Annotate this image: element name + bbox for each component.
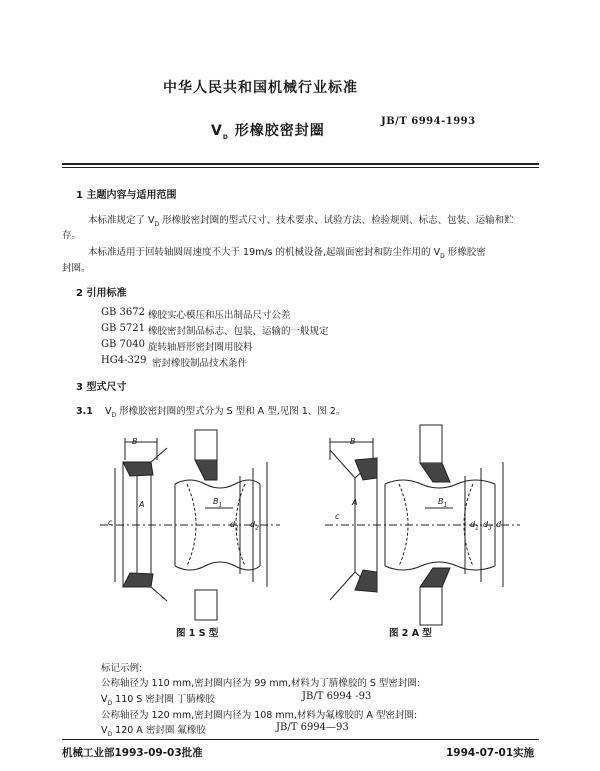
example-1-standard: JB/T 6994 -93 [302,691,372,702]
label-sub: 1 [235,524,239,532]
org-title: 中华人民共和国机械行业标准 [163,80,358,96]
fig1-label-A: A [139,500,145,509]
fig1-label-B1 [213,497,222,509]
footer-rule [62,739,539,740]
ref-title: 密封橡胶制品技术条件 [152,358,248,369]
section-3-heading: 3 型式尺寸 [76,382,127,393]
mark-text: V [101,694,108,705]
example-1-mark [101,691,215,707]
document-title [211,120,325,141]
mark-sub: D [107,730,113,738]
section-1-para-1 [88,212,514,228]
fig2-label-d: d [496,520,502,529]
fig2-label-B1 [438,497,447,509]
title-sub: D [222,133,229,141]
approval-date: 机械工业部1993-09-03批准 [62,747,203,759]
figure-2-drawing [325,420,525,635]
example-2-standard: JB/T 6994—93 [276,722,349,733]
fig2-label-d1 [470,520,479,532]
title-rest: 形橡胶密封圈 [234,123,325,139]
header-rule-thick [62,163,539,165]
fig1-label-d2 [250,520,259,532]
section-1-para-2 [88,244,486,260]
section-1-heading: 1 主题内容与适用范围 [76,190,177,201]
fig2-label-B: B [350,437,356,446]
fig2-label-A: A [352,498,358,507]
section-2-heading: 2 引用标准 [76,288,127,299]
clause-text: V [104,406,112,417]
header-rule-thin [62,167,539,168]
label-sub: 1 [218,501,223,509]
example-1-desc: 公称轴径为 110 mm,密封圈内径为 99 mm,材料为丁腈橡胶的 S 型密封圈: [101,678,421,689]
label-text: d [250,520,256,529]
mark-text: 110 S 密封圈 丁腈橡胶 [112,694,215,705]
standard-number: JB/T 6994-1993 [381,116,476,127]
label-text: B [213,497,219,506]
label-sub: 1 [475,524,479,532]
label-text: B [438,497,444,506]
clause-3-1 [76,403,345,419]
ref-code: HG4-329 [101,355,147,366]
mark-text: V [101,725,108,736]
label-sub: 2 [255,524,259,532]
ref-title: 橡胶密封制品标志、包装、运输的一般规定 [148,326,329,337]
fig1-label-B: B [132,437,138,446]
clause-sub: D [111,411,117,419]
para-text: 本标准适用于回转轴圆周速度不大于 19m/s 的机械设备,起端面密封和防尘作用的 V [88,247,441,258]
section-1-para-2-cont: 封圈。 [62,263,91,274]
clause-text: 形橡胶密封圈的型式分为 S 型和 A 型,见图 1、图 2。 [116,406,346,417]
fig2-label-d3 [483,520,492,532]
clause-number: 3.1 [76,406,93,417]
para-text: 形橡胶密封圈的型式尺寸、技术要求、试验方法、检验规则、标志、包装、运输和贮 [159,215,514,226]
para-text: 形橡胶密 [444,247,486,258]
mark-sub: D [107,699,113,707]
ref-code: GB 5721 [101,323,145,334]
fig2-label-c: c [335,512,340,521]
mark-text: 120 A 密封圈 氟橡胶 [112,725,206,736]
fig1-label-d1 [230,520,239,532]
section-1-para-1-cont: 存。 [62,230,82,241]
example-2-mark [101,722,206,738]
para-text: 本标准规定了 V [88,215,155,226]
label-sub: 1 [443,501,448,509]
para-sub: D [440,252,445,260]
label-text: d [483,520,489,529]
figure-1-caption: 图 1 S 型 [176,628,219,639]
label-text: d [470,520,476,529]
para-sub: D [154,220,160,228]
fig1-label-c: c [108,518,113,527]
examples-heading: 标记示例: [101,663,143,674]
example-2-desc: 公称轴径为 120 mm,密封圈内径为 108 mm,材料为氟橡胶的 A 型密封圈: [101,710,418,721]
ref-title: 橡胶实心模压和压出制品尺寸公差 [148,310,291,321]
title-v: V [211,123,223,139]
label-sub: 3 [488,524,492,532]
figure-2-caption: 图 2 A 型 [389,628,432,639]
ref-code: GB 7040 [101,339,145,350]
label-text: d [230,520,236,529]
ref-title: 旋转轴唇形密封圈用胶料 [148,342,253,353]
effective-date: 1994-07-01实施 [446,747,535,759]
ref-code: GB 3672 [101,307,145,318]
